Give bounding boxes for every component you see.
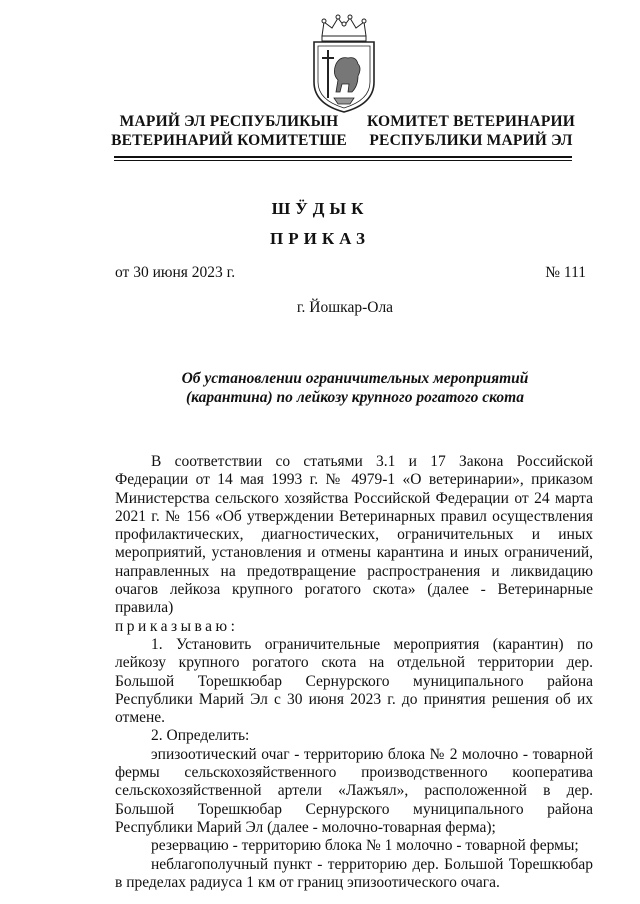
paragraph-item-1: 1. Установить ограничительные мероприятия (карантин) по лейкозу крупного рогатого скота на отдельной территории дер. Большой Торешкюбар Сернурского муниципального района Республики Марий Эл с 30 июня 2023 г. до принятия решения об их отмене.	[115, 635, 593, 727]
document-body	[115, 453, 593, 892]
document-number: № 111	[545, 264, 586, 281]
document-type-russian: ПРИКАЗ	[270, 229, 370, 248]
paragraph-reservation: резервацию - территорию блока № 1 молочно - товарной фермы;	[151, 837, 579, 855]
issuer-name-mari	[104, 112, 354, 150]
document-date: от 30 июня 2023 г.	[115, 264, 236, 281]
title-line2: (карантина) по лейкозу крупного рогатого скота	[186, 389, 524, 406]
document-place: г. Йошкар-Ола	[296, 299, 394, 316]
title-line1: Об установлении ограничительных мероприятий	[181, 370, 529, 387]
paragraph-item-2: 2. Определить:	[151, 727, 250, 745]
coat-of-arms-emblem	[302, 12, 386, 114]
document-type-mari: ШӰДЫК	[271, 199, 369, 218]
issuer-name-russian	[366, 112, 576, 150]
paragraph-unfavorable-point: неблагополучный пункт - территорию дер. Большой Торешкюбар в пределах радиуса 1 км от границ эпизоотического очага.	[115, 855, 593, 891]
issuer-ru-line2: РЕСПУБЛИКИ МАРИЙ ЭЛ	[369, 132, 573, 149]
paragraph-focus: эпизоотический очаг - территорию блока № 2 молочно - товарной фермы сельскохозяйственного производственного кооператива сельскохозяйственной артели «Лажъял», расположенной в дер. Большой Торешкюбар Сернурского муниципального района Республики Марий Эл (далее - молочно-товарная ферма);	[115, 745, 593, 836]
header-divider-thick	[114, 156, 572, 158]
paragraph-preamble: В соответствии со статьями 3.1 и 17 Закона Российской Федерации от 14 мая 1993 г. № 4979-1 «О ветеринарии», приказом Министерства сельского хозяйства Российской Федерации от 24 марта 2021 г. № 156 «Об утверждении Ветеринарных правил осуществления профилактических, диагностических, ограничительных и иных мероприятий, установления и отмены карантина и иных ограничений, направленных на предотвращение распространения и ликвидацию очагов лейкоза крупного рогатого скота» (далее - Ветеринарные правила)	[115, 453, 593, 617]
issuer-ru-line1: КОМИТЕТ ВЕТЕРИНАРИИ	[367, 113, 575, 130]
header-divider-thin	[114, 160, 572, 161]
order-word: приказываю:	[115, 617, 239, 635]
issuer-mari-line2: ВЕТЕРИНАРИЙ КОМИТЕТШЕ	[111, 132, 347, 149]
issuer-mari-line1: МАРИЙ ЭЛ РЕСПУБЛИКЫН	[119, 113, 339, 130]
document-title	[120, 369, 590, 407]
